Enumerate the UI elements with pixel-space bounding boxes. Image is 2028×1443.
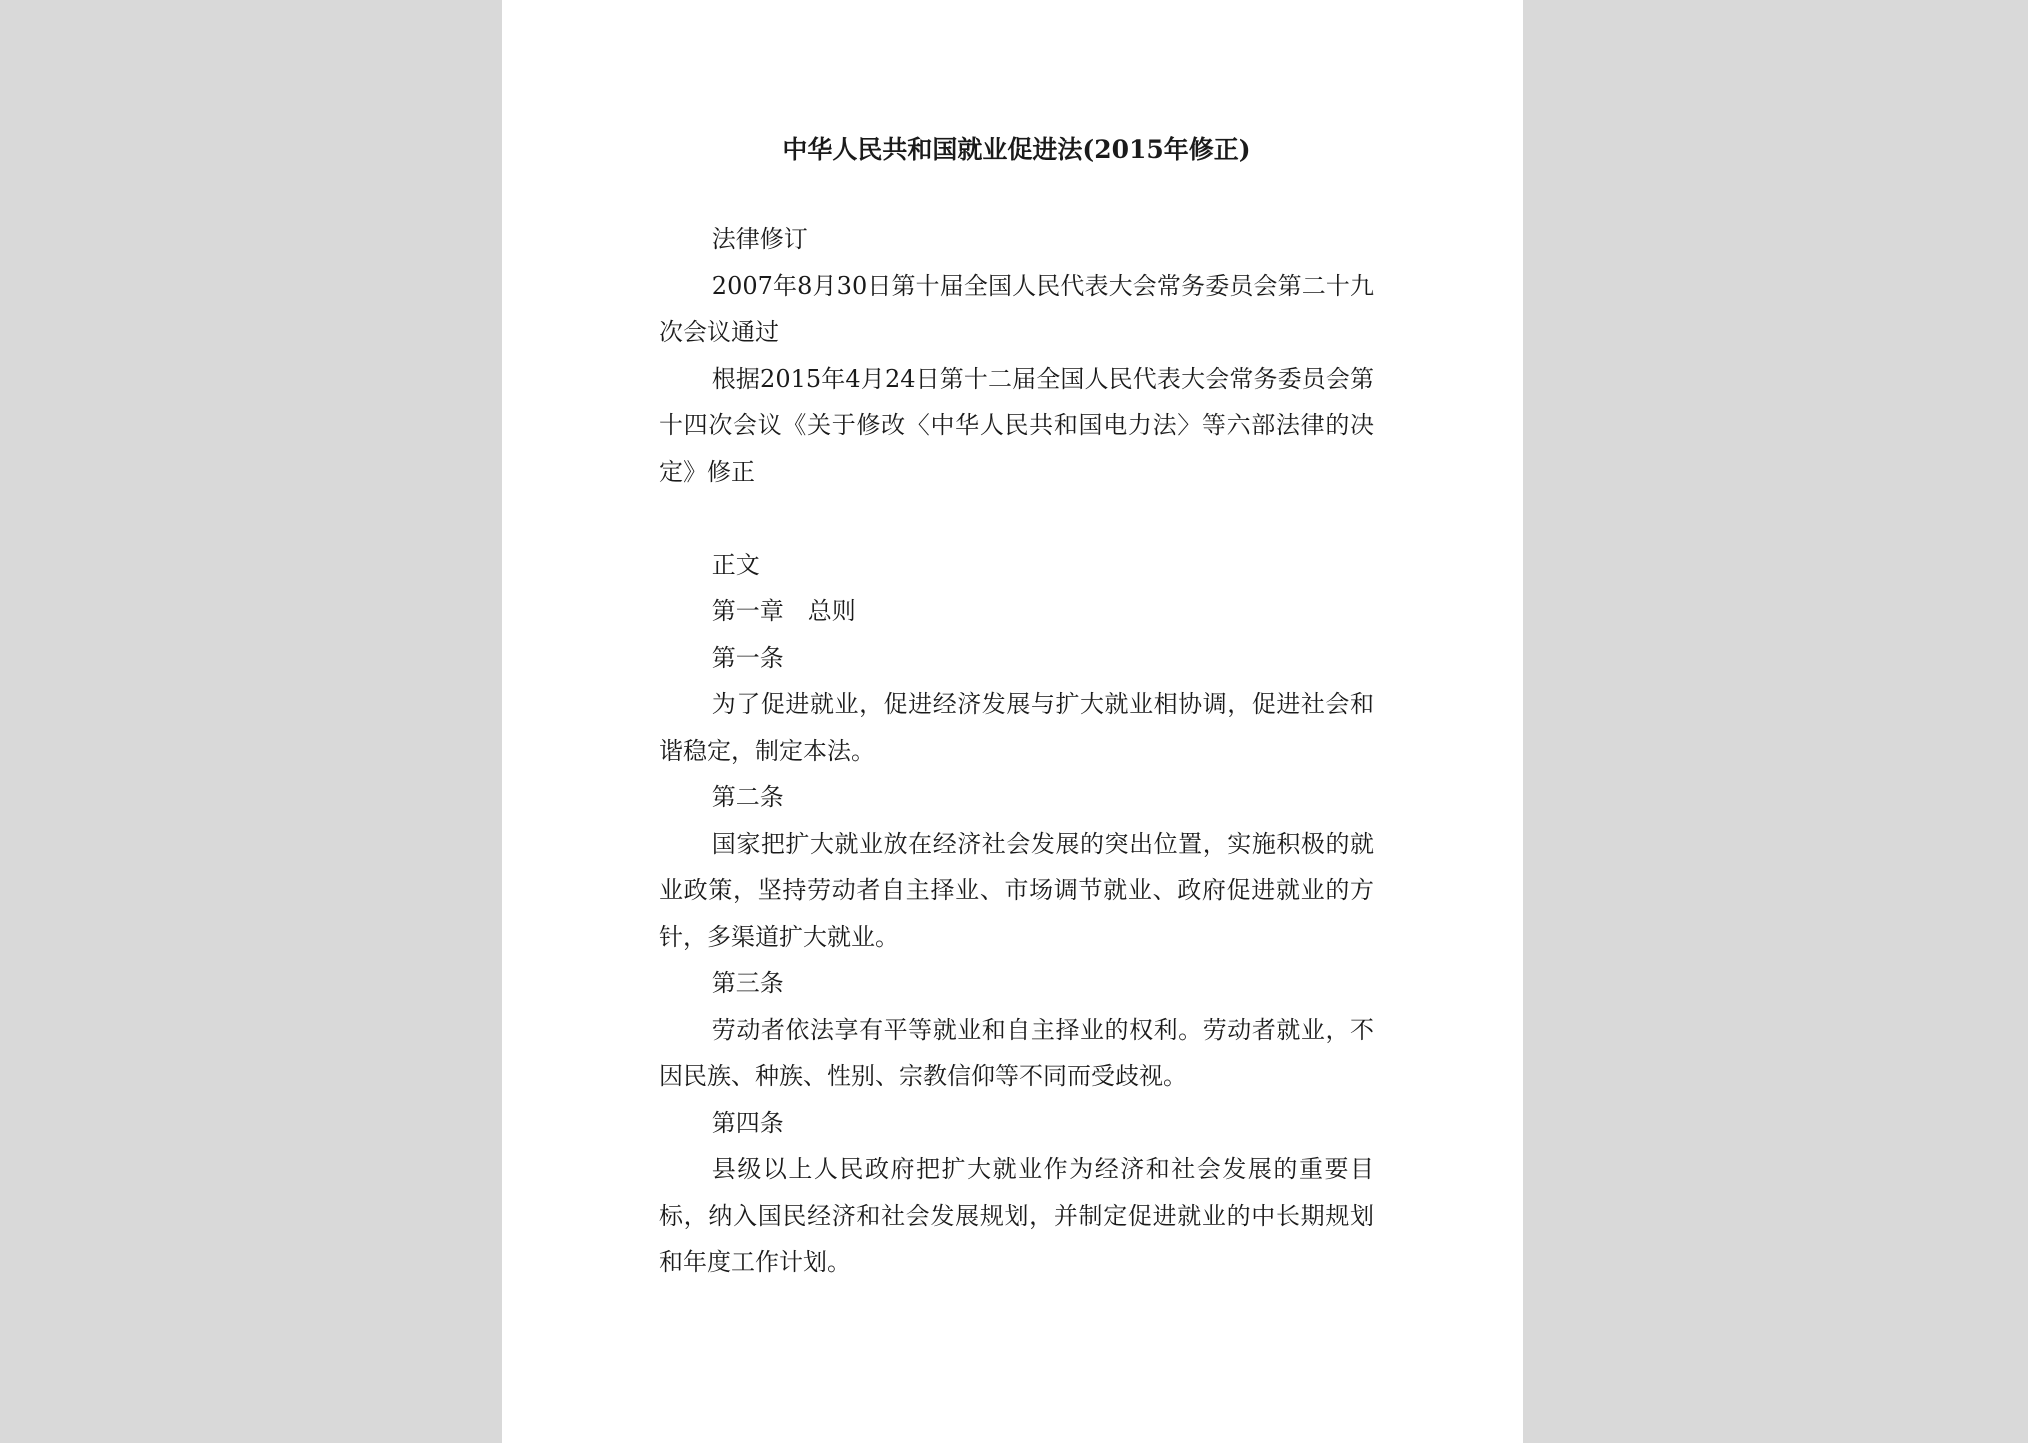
article-1-text: 为了促进就业，促进经济发展与扩大就业相协调，促进社会和谐稳定，制定本法。 <box>659 690 1374 765</box>
article-3-text: 劳动者依法享有平等就业和自主择业的权利。劳动者就业，不因民族、种族、性别、宗教信仰等不同而受歧视。 <box>659 1015 1374 1090</box>
revision-paragraph-1: 2007年8月30日第十届全国人民代表大会常务委员会第二十九次会议通过 <box>659 271 1374 346</box>
article-2-heading: 第二条 <box>711 783 784 811</box>
article-2-text: 国家把扩大就业放在经济社会发展的突出位置，实施积极的就业政策，坚持劳动者自主择业、市场调节就业、政府促进就业的方针，多渠道扩大就业。 <box>659 829 1374 951</box>
paragraph-gap <box>659 495 1374 542</box>
section-body-heading: 正文 <box>711 550 760 579</box>
article-1-heading: 第一条 <box>711 643 784 672</box>
article-4-heading: 第四条 <box>711 1108 784 1137</box>
section-revision-heading: 法律修订 <box>711 225 808 253</box>
chapter-heading: 第一章 总则 <box>711 597 856 625</box>
article-3-heading: 第三条 <box>711 969 784 997</box>
page-content <box>659 130 1374 1286</box>
document-page <box>502 0 1523 1443</box>
revision-paragraph-2: 根据2015年4月24日第十二届全国人民代表大会常务委员会第十四次会议《关于修改〈中华人民共和国电力法〉等六部法律的决定》修正 <box>659 364 1374 486</box>
article-4-text: 县级以上人民政府把扩大就业作为经济和社会发展的重要目标，纳入国民经济和社会发展规划，并制定促进就业的中长期规划和年度工作计划。 <box>659 1155 1374 1276</box>
document-title: 中华人民共和国就业促进法(2015年修正) <box>782 135 1251 164</box>
